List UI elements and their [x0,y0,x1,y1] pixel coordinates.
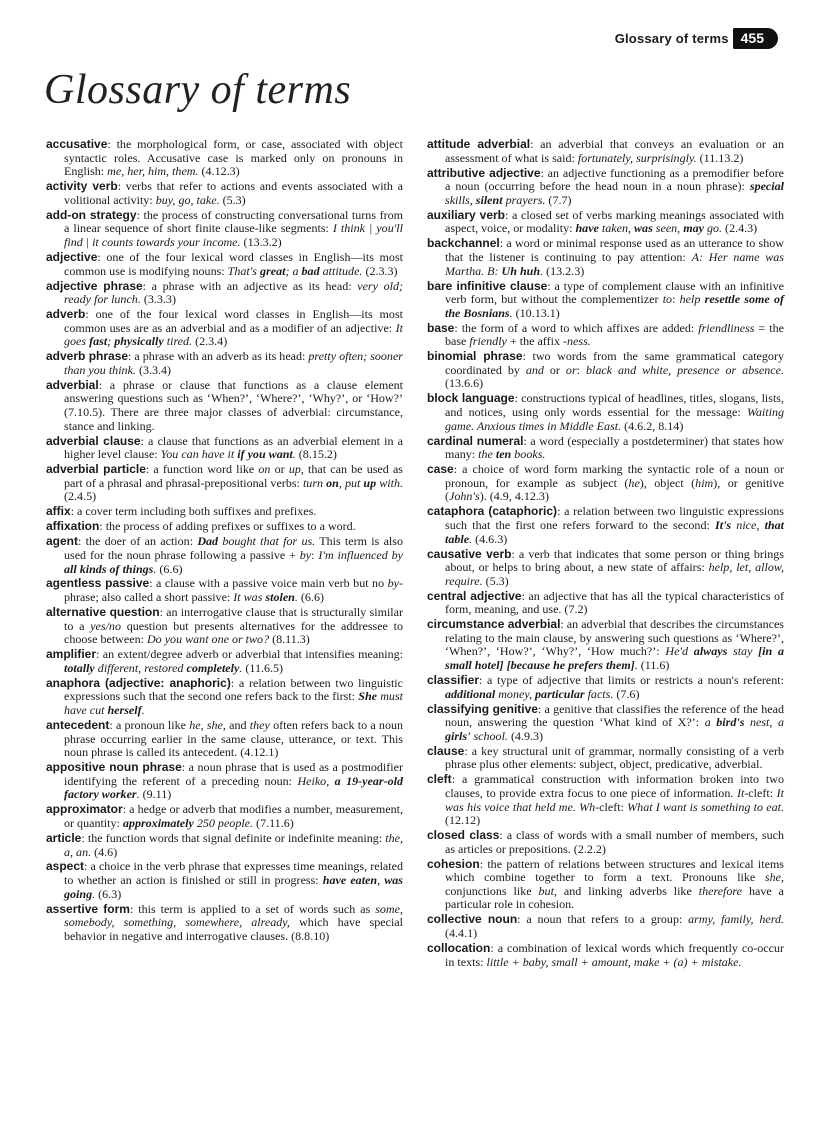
glossary-entry [46,535,403,576]
glossary-term: affix [46,504,71,519]
glossary-term: affixation [46,519,100,534]
glossary-term: article [46,830,82,845]
glossary-definition: : a phrase or clause that functions as a clause element answering questions such as ‘When?’, ‘Where?’, ‘Why?’, or ‘How?’ (7.10.5). There are three major classes of adverbial: circumstance, stance and linking. [64,377,403,433]
glossary-term: block language [427,391,515,406]
glossary-definition: : the form of a word to which affixes are added: friendliness = the base friendly + the affix -ness. [445,320,784,349]
glossary-term: add-on strategy [46,207,137,222]
glossary-entry [46,832,403,859]
glossary-entry [46,860,403,901]
glossary-entry [46,209,403,250]
glossary-entry [46,677,403,718]
glossary-definition: : a grammatical construction with information broken into two clauses, to provide extra focus to one piece of information. It-cleft: It was his voice that held me. Wh-cleft: What I want is something to eat. (12.12) [445,772,784,828]
glossary-column-right [427,138,784,971]
glossary-term: circumstance adverbial [427,617,561,632]
glossary-entry [427,618,784,672]
glossary-term: accusative [46,137,108,151]
glossary-term: cohesion [427,856,480,871]
glossary-term: base [427,320,455,335]
glossary-term: bare infinitive clause [427,278,548,293]
glossary-entry [427,392,784,433]
glossary-term: case [427,462,454,477]
glossary-entry [427,322,784,349]
glossary-term: approximator [46,802,123,817]
glossary-term: cleft [427,772,452,787]
glossary-term: adjective phrase [46,278,143,293]
glossary-definition: : a key structural unit of grammar, normally consisting of a verb phrase plus other elements: subject, object, predicative, adverbial. [445,743,784,772]
glossary-definition: : an extent/degree adverb or adverbial that intensifies meaning: totally different, restored completely. (11.6.5) [64,647,403,675]
glossary-term: clause [427,743,465,758]
glossary-definition: : a clause that functions as an adverbial element in a higher level clause: You can have it if you want. (8.15.2) [64,433,403,462]
running-title: Glossary of terms [614,31,729,46]
glossary-entry [427,913,784,940]
glossary-entry [427,703,784,744]
glossary-entry [427,209,784,236]
glossary-entry [427,167,784,208]
glossary-definition: : the process of constructing conversational turns from a linear sequence of short finite clause-like segments: I think | you'll find | it counts towards your income. (13.3.2) [64,207,403,249]
glossary-term: attributive adjective [427,165,541,180]
glossary-definition: : a word (especially a postdeterminer) that states how many: the ten books. [445,433,784,462]
glossary-term: appositive noun phrase [46,760,182,775]
page-number-tab: 455 [733,28,778,49]
glossary-definition: : a relation between two linguistic expressions such that the first one refers forward to the second: It's nice, that table. (4.6.3) [445,504,784,546]
glossary-definition: : two words from the same grammatical category coordinated by and or or: black and white, presence or absence. (13.6.6) [445,349,784,391]
glossary-entry [46,463,403,504]
glossary-term: antecedent [46,717,110,732]
glossary-definition: : a relation between two linguistic expressions such that the second one refers back to the first: She must have cut herself. [64,675,403,717]
glossary-term: alternative question [46,605,160,620]
glossary-term: attitude adverbial [427,137,531,151]
glossary-term: binomial phrase [427,349,523,364]
glossary-entry [46,435,403,462]
glossary-entry [46,379,403,433]
glossary-entry [427,237,784,278]
glossary-entry [427,745,784,772]
glossary-entry [46,520,403,534]
glossary-definition: : a noun phrase that is used as a postmodifier identifying the referent of a preceding noun: Heiko, a 19-year-old factory worker. (9.11) [64,760,403,802]
glossary-term: adverb phrase [46,349,129,364]
glossary-entry [427,350,784,391]
glossary-entry [427,505,784,546]
glossary-term: assertive form [46,901,130,916]
glossary-definition: : an interrogative clause that is structurally similar to a yes/no question but presents alternatives for the addressee to choose between: Do you want one or two? (8.11.3) [64,605,403,647]
glossary-entry [427,548,784,589]
glossary-term: classifier [427,673,480,688]
glossary-definition: : a genitive that classifies the reference of the head noun, answering the question ‘What kind of X?’: a bird's nest, a girls' school. (4.9.3) [445,701,784,743]
glossary-entry [46,180,403,207]
glossary-term: anaphora (adjective: anaphoric) [46,675,231,690]
glossary-term: aspect [46,859,85,874]
glossary-body [46,138,784,971]
glossary-entry [427,858,784,912]
glossary-term: adverbial clause [46,433,141,448]
running-head [615,28,778,49]
glossary-entry [427,674,784,701]
glossary-term: backchannel [427,236,500,251]
glossary-term: closed class [427,828,500,843]
glossary-term: central adjective [427,588,522,603]
glossary-entry [427,138,784,165]
glossary-definition: : a word or minimal response used as an utterance to show that the listener is continuing to pay attention: A: Her name was Martha. B: Uh huh. (13.2.3) [445,236,784,278]
glossary-definition: : a phrase with an adverb as its head: pretty often; sooner than you think. (3.3.4) [64,349,403,377]
glossary-definition: : an adverbial that describes the circumstances relating to the main clause, by answering such questions as ‘Where?’, ‘When?’, ‘How?’, ‘Why?’, ‘How much?’: He'd always stay [in a small hotel] [because he prefers them]. (11.6) [445,617,784,673]
glossary-definition: : a combination of lexical words which frequently co-occur in texts: little + baby, small + amount, make + (a) + mistake. [445,941,784,969]
glossary-entry [46,719,403,760]
glossary-definition: : a type of adjective that limits or restricts a noun's referent: additional money, particular facts. (7.6) [445,673,784,701]
glossary-entry [46,761,403,802]
glossary-definition: : a choice in the verb phrase that expresses time meanings, related to whether an action is finished or still in progress: have eaten, was going. (6.3) [64,859,403,901]
glossary-entry [427,280,784,321]
glossary-entry [46,577,403,604]
glossary-definition: : this term is applied to a set of words such as some, somebody, something, somewhere, already, which have special behavior in negative and interrogative clauses. (8.8.10) [64,901,403,943]
glossary-term: adjective [46,249,98,264]
glossary-definition: : an adjective functioning as a premodifier before a noun (occurring before the head noun in a noun phrase): special skills, silent prayers. (7.7) [445,165,784,207]
glossary-definition: : a clause with a passive voice main verb but no by-phrase; also called a short passive: It was stolen. (6.6) [64,576,403,605]
glossary-definition: : a hedge or adverb that modifies a number, measurement, or quantity: approximately 250 people. (7.11.6) [64,802,403,830]
glossary-definition: : a noun that refers to a group: army, family, herd. (4.4.1) [445,912,785,941]
glossary-definition: : one of the four lexical word classes in English—its most common uses are as an adverbial and as a modifier of an adjective: It goes fast; physically tired. (2.3.4) [64,307,403,349]
glossary-definition: : the pattern of relations between structures and lexical items which combine together to form a text. Pronouns like she, conjunctions like but, and linking adverbs like therefore have a particular role in cohesion. [445,856,784,912]
glossary-definition: : a choice of word form marking the syntactic role of a noun or pronoun, for example as subject (he), object (him), or genitive (John's). (4.9, 4.12.3) [445,462,785,504]
glossary-term: collective noun [427,912,518,927]
glossary-term: activity verb [46,179,118,194]
glossary-entry [427,590,784,617]
glossary-entry [46,308,403,349]
glossary-entry [46,803,403,830]
glossary-term: causative verb [427,546,512,561]
glossary-term: adverbial [46,377,99,392]
glossary-entry [46,350,403,377]
glossary-term: agent [46,534,79,549]
glossary-entry [427,463,784,504]
glossary-definition: : a cover term including both suffixes and prefixes. [70,504,317,519]
glossary-term: cardinal numeral [427,433,524,448]
glossary-entry [46,251,403,278]
glossary-term: collocation [427,941,491,956]
glossary-entry [46,606,403,647]
glossary-entry [46,138,403,179]
glossary-entry [46,280,403,307]
glossary-entry [427,942,784,969]
glossary-definition: : a closed set of verbs marking meanings associated with aspect, voice, or modality: have taken, was seen, may go. (2.4.3) [445,207,784,236]
glossary-definition: : an adjective that has all the typical characteristics of form, meaning, and use. (7.2) [445,588,784,617]
glossary-definition: : the process of adding prefixes or suffixes to a word. [99,519,356,534]
glossary-definition: : constructions typical of headlines, titles, slogans, lists, and notices, using only words essential for the message: Waiting game. Anxious times in Middle East. (4.6.2, 8.14) [445,391,784,433]
glossary-definition: : a class of words with a small number of members, such as articles or prepositions. (2.2.2) [445,828,784,856]
glossary-term: adverb [46,307,86,322]
glossary-term: amplifier [46,647,97,662]
glossary-column-left [46,138,403,971]
glossary-entry [427,435,784,462]
glossary-term: cataphora (cataphoric) [427,504,558,519]
glossary-definition: : the function words that signal definite or indefinite meaning: the, a, an. (4.6) [64,830,403,859]
glossary-definition: : one of the four lexical word classes in English—its most common use is modifying nouns: That's great; a bad attitude. (2.3.3) [64,249,403,278]
glossary-definition: : a verb that indicates that some person or thing brings about, or helps to bring about, a new state of affairs: help, let, allow, require. (5.3) [445,546,784,588]
page-title: Glossary of terms [44,67,352,113]
glossary-definition: : an adverbial that conveys an evaluation or an assessment of what is said: fortunately, surprisingly. (11.13.2) [445,137,785,165]
glossary-definition: : a type of complement clause with an infinitive verb form, but without the complementizer to: help resettle some of the Bosnians. (10.13.1) [445,278,784,320]
glossary-entry [427,773,784,827]
glossary-entry [46,903,403,944]
glossary-definition: : verbs that refer to actions and events associated with a volitional activity: buy, go, take. (5.3) [64,179,403,207]
glossary-entry [46,505,403,519]
glossary-entry [46,648,403,675]
glossary-term: auxiliary verb [427,207,506,222]
glossary-term: classifying genitive [427,701,538,716]
glossary-term: agentless passive [46,576,150,591]
glossary-entry [427,829,784,856]
glossary-definition: : a pronoun like he, she, and they often refers back to a noun phrase occurring earlier in the same clause, utterance, or text. This noun phrase is called its antecedent. (4.12.1) [64,717,404,760]
glossary-definition: : a function word like on or up, that can be used as part of a phrasal and phrasal-prepositional verbs: turn on, put up with. (2.4.5) [64,462,403,504]
glossary-definition: : the doer of an action: Dad bought that for us. This term is also used for the noun phrase following a passive + by: I'm influenced by all kinds of things. (6.6) [64,534,403,576]
glossary-definition: : the morphological form, or case, associated with object syntactic roles. Accusative case is marked only on pronouns in English: me, her, him, them. (4.12.3) [64,137,403,179]
glossary-definition: : a phrase with an adjective as its head: very old; ready for lunch. (3.3.3) [64,278,403,307]
glossary-term: adverbial particle [46,462,146,477]
